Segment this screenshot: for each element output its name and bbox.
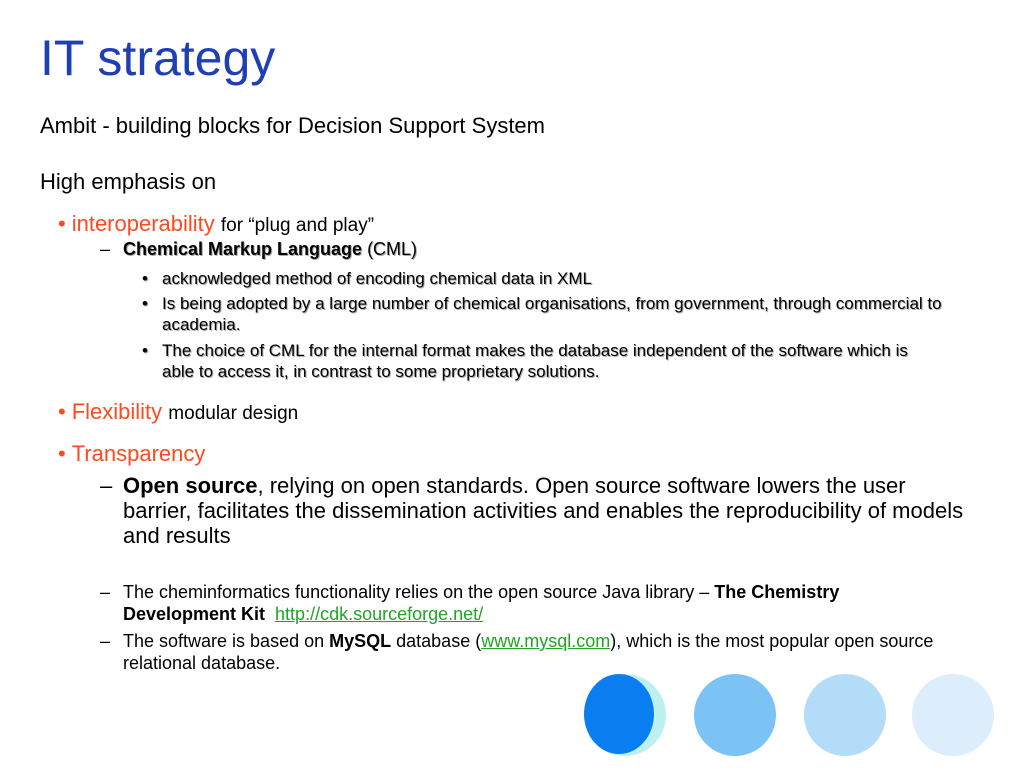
mysql-pre: The software is based on (123, 631, 330, 651)
bullet-rest: for “plug and play” (220, 215, 375, 236)
bullet-key: interoperability (71, 211, 215, 236)
cml-text (123, 239, 417, 260)
decorative-circle (584, 674, 654, 754)
cml-item-text: Is being adopted by a large number of chemical organisations, from government, through commercial to academia. (162, 294, 942, 334)
bullet-interoperability (58, 211, 374, 238)
bullet-dot-icon: • (58, 441, 66, 466)
bullet-key: Transparency (71, 441, 206, 466)
cml-item-text: The choice of CML for the internal format makes the database independent of the software which is able to access it, in contrast to some proprietary solutions. (162, 341, 908, 381)
open-source-text (123, 473, 980, 548)
cml-item-text: acknowledged method of encoding chemical data in XML (162, 269, 592, 288)
cdk-desc: The cheminformatics functionality relies on the open source Java library – (123, 582, 715, 602)
mysql-text (123, 631, 940, 674)
bullet-dot-icon: • (142, 341, 148, 360)
bullet-rest: modular design (168, 403, 299, 424)
dash-icon: – (100, 582, 111, 602)
bullet-dot-icon: • (58, 399, 66, 424)
mysql-post: ), which is the most popular open source relational database. (123, 631, 934, 673)
decorative-circle (912, 674, 994, 756)
bullet-dot-icon: • (142, 294, 148, 313)
emphasis-heading: High emphasis on (40, 169, 217, 194)
bullet-dot-icon: • (58, 211, 66, 236)
bullet-flexibility (58, 399, 298, 426)
decorative-circle (804, 674, 886, 756)
bullet-key: Flexibility (71, 399, 163, 424)
mysql-bold: MySQL (329, 631, 392, 651)
bullet-dot-icon: • (142, 269, 148, 288)
dash-icon: – (100, 239, 111, 259)
dash-icon: – (100, 631, 111, 651)
open-source-rest: , relying on open standards. Open source software lowers the user barrier, facilitates the dissemination activities and enables the reproducibility of models and results (123, 473, 964, 549)
open-source-bold: Open source (123, 473, 258, 498)
cdk-bold: The Chemistry Development Kit (123, 582, 840, 624)
dash-icon: – (100, 473, 113, 498)
slide-subtitle: Ambit - building blocks for Decision Support System (40, 113, 545, 138)
mysql-mid: database ( (391, 631, 482, 651)
mysql-link[interactable]: www.mysql.com (481, 631, 611, 651)
cml-rest: (CML) (362, 239, 418, 259)
slide-title: IT strategy (40, 30, 276, 86)
bullet-transparency (58, 441, 205, 467)
cdk-text (123, 582, 940, 625)
cdk-link[interactable]: http://cdk.sourceforge.net/ (275, 603, 484, 624)
cml-bold: Chemical Markup Language (123, 239, 363, 259)
decorative-circle (694, 674, 776, 756)
